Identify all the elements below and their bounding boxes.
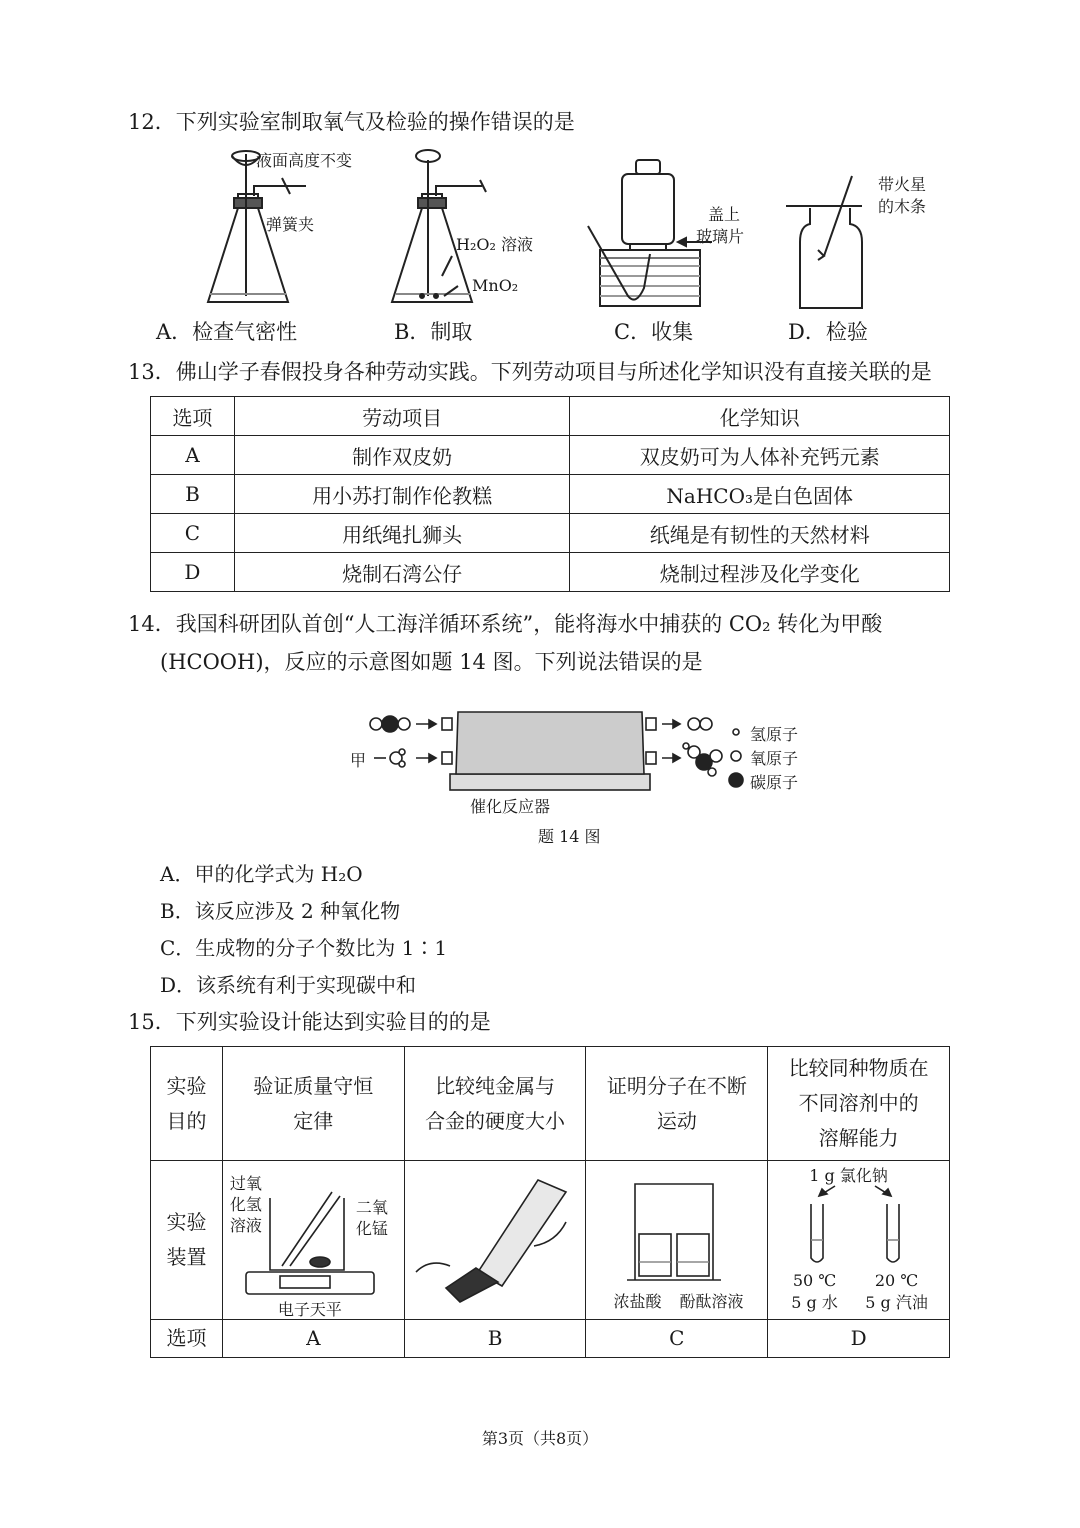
table-cell: D bbox=[151, 553, 235, 592]
q12-figure-b bbox=[382, 146, 572, 351]
label-gasoline: 20 ℃ 5 g 汽油 bbox=[865, 1271, 928, 1312]
option-c: C bbox=[586, 1320, 768, 1358]
goal-c: 证明分子在不断 运动 bbox=[586, 1047, 768, 1161]
apparatus-c bbox=[586, 1161, 768, 1320]
label-mno2: MnO₂ bbox=[472, 276, 519, 295]
goal-b: 比较纯金属与 合金的硬度大小 bbox=[404, 1047, 586, 1161]
option-a: A bbox=[222, 1320, 404, 1358]
goal-a: 验证质量守恒 定律 bbox=[222, 1047, 404, 1161]
label-liquid-level: 液面高度不变 bbox=[256, 151, 353, 170]
q15-table bbox=[150, 1046, 950, 1358]
label-spring-clamp: 弹簧夹 bbox=[266, 215, 315, 234]
apparatus-d bbox=[768, 1161, 950, 1320]
q12-stem: 12．下列实验室制取氧气及检验的操作错误的是 bbox=[128, 110, 575, 134]
table-row bbox=[151, 553, 950, 592]
q14-option-b: B．该反应涉及 2 种氧化物 bbox=[160, 899, 401, 923]
label-conc-hcl: 浓盐酸 bbox=[613, 1292, 662, 1311]
label-water: 50 ℃ 5 g 水 bbox=[791, 1271, 838, 1312]
label-jia: 甲 bbox=[350, 751, 367, 770]
q12-caption-a: A．检查气密性 bbox=[156, 320, 298, 344]
header-labor: 劳动项目 bbox=[234, 397, 570, 436]
q14-stem-line2: (HCOOH)，反应的示意图如题 14 图。下列说法错误的是 bbox=[160, 650, 703, 674]
label-reactor: 催化反应器 bbox=[470, 797, 551, 816]
row-header-goal: 实验 目的 bbox=[151, 1047, 223, 1161]
header-knowledge: 化学知识 bbox=[570, 397, 950, 436]
q12-figure-a bbox=[150, 146, 353, 351]
table-cell: B bbox=[151, 475, 235, 514]
goal-d: 比较同种物质在 不同溶剂中的 溶解能力 bbox=[768, 1047, 950, 1161]
label-glowing: 带火星 bbox=[878, 175, 927, 194]
figure-caption-14: 题 14 图 bbox=[538, 827, 601, 846]
table-cell: C bbox=[151, 514, 235, 553]
q13-table bbox=[150, 396, 950, 592]
table-row bbox=[151, 1161, 950, 1320]
scratch-metal-icon bbox=[406, 1162, 586, 1318]
table-row bbox=[151, 1047, 950, 1161]
label-h2o2-solution: 过氧 化氢 溶液 bbox=[229, 1174, 262, 1235]
apparatus-b bbox=[404, 1161, 586, 1320]
q12-caption-b: B．制取 bbox=[394, 320, 473, 344]
row-header-option: 选项 bbox=[151, 1320, 223, 1358]
table-row bbox=[151, 475, 950, 514]
q12-caption-c: C．收集 bbox=[614, 320, 694, 344]
gas-test-icon bbox=[782, 146, 972, 316]
table-cell: NaHCO₃是白色固体 bbox=[570, 475, 950, 514]
label-wood-stick: 的木条 bbox=[878, 197, 927, 216]
table-cell: 制作双皮奶 bbox=[234, 436, 570, 475]
table-cell: 烧制石湾公仔 bbox=[234, 553, 570, 592]
q12-caption-d: D．检验 bbox=[788, 320, 868, 344]
table-row bbox=[151, 436, 950, 475]
legend-carbon: 碳原子 bbox=[750, 773, 799, 792]
legend-hydrogen: 氢原子 bbox=[750, 725, 799, 744]
q15-stem: 15．下列实验设计能达到实验目的的是 bbox=[128, 1010, 491, 1034]
table-cell: 纸绳是有韧性的天然材料 bbox=[570, 514, 950, 553]
label-cover: 盖上 bbox=[708, 205, 741, 224]
apparatus-a bbox=[222, 1161, 404, 1320]
q13-stem: 13．佛山学子春假投身各种劳动实践。下列劳动项目与所述化学知识没有直接关联的是 bbox=[128, 360, 932, 384]
table-row bbox=[151, 514, 950, 553]
q14-stem-line1: 14．我国科研团队首创“人工海洋循环系统”，能将海水中捕获的 CO₂ 转化为甲酸 bbox=[128, 612, 883, 636]
q14-diagram bbox=[340, 706, 800, 846]
table-cell: 双皮奶可为人体补充钙元素 bbox=[570, 436, 950, 475]
q14-option-c: C．生成物的分子个数比为 1∶1 bbox=[160, 936, 448, 960]
q12-figures bbox=[150, 146, 950, 351]
header-option: 选项 bbox=[151, 397, 235, 436]
q14-option-d: D．该系统有利于实现碳中和 bbox=[160, 973, 417, 997]
q14-option-a: A．甲的化学式为 H₂O bbox=[160, 862, 363, 886]
label-glass-plate: 玻璃片 bbox=[696, 227, 745, 246]
label-phenolphthalein: 酚酞溶液 bbox=[679, 1292, 744, 1311]
table-cell: A bbox=[151, 436, 235, 475]
table-cell: 烧制过程涉及化学变化 bbox=[570, 553, 950, 592]
label-nacl: 1 g 氯化钠 bbox=[809, 1166, 888, 1185]
page-footer: 第3页（共8页） bbox=[481, 1429, 599, 1448]
row-header-apparatus: 实验 装置 bbox=[151, 1161, 223, 1320]
option-d: D bbox=[768, 1320, 950, 1358]
option-b: B bbox=[404, 1320, 586, 1358]
q12-figure-c bbox=[580, 146, 770, 351]
q12-figure-d bbox=[782, 146, 972, 351]
label-balance: 电子天平 bbox=[277, 1300, 342, 1319]
table-row bbox=[151, 1320, 950, 1358]
label-mno2-solid: 二氧 化锰 bbox=[355, 1198, 388, 1238]
table-cell: 用小苏打制作伦教糕 bbox=[234, 475, 570, 514]
legend-oxygen: 氧原子 bbox=[750, 749, 799, 768]
label-h2o2: H₂O₂ 溶液 bbox=[456, 235, 533, 254]
table-cell: 用纸绳扎狮头 bbox=[234, 514, 570, 553]
table-header-row bbox=[151, 397, 950, 436]
